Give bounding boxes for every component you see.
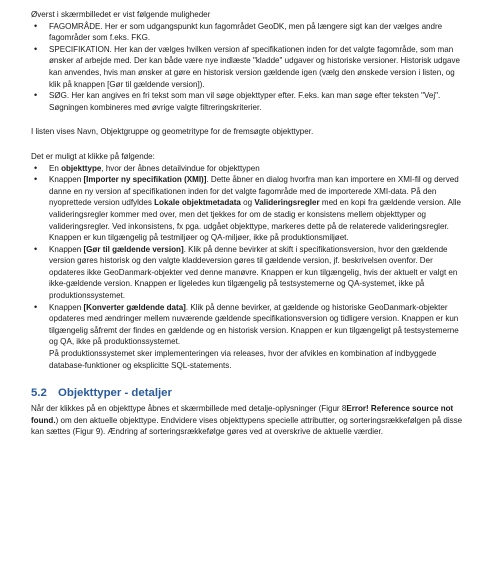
section-body: Når der klikkes på en objekttype åbnes et skærmbillede med detalje-oplysninger (Figur 8Error! Reference source not found.) om den aktuelle objekttype. Endvidere vises objekttypens specielle attributter, og sorteringsrækkefølgen på disse kan sættes (Figur 9). Ændring af sorteringsrækkefølge gøres ved at overskrive de aktuelle værdier.: [31, 404, 463, 437]
section-title: Objekttyper - detaljer: [58, 387, 172, 400]
valideringsregler-term: Valideringsregler: [254, 198, 320, 208]
click-item-konverter: • Knappen [Konverter gældende data]. Klik på denne bevirker, at gældende og historiske GeoDanmark-objekter opdateres med ændringer mellem nuværende gældende specifikationsversion og tidligere version. Knappen er kun tilgængelig såfremt der findes en gældende og en historisk version. Knappen er kun tilgængeligt på testsystemerne og QA, ikke på produktionssystemet.: [31, 302, 465, 348]
click-item-import: • Knappen [Importer ny specifikation (XMI)]. Dette åbner en dialog hvorfra man kan importere en XMI-fil og derved danne en ny version af specifikationen inden for det valgte fagområde med de importerede XMI-data. På den nyoprettede version udfyldes Lokale objektmetadata og Valideringsregler med en kopi fra gældende version. Alle valideringsregler kommer med over, men det tjekkes for om de stadig er konsistens mellem objekttyper og valideringsregler. Ved inkonsistens, fx pga. udgået objekttype, markeres dette på de relaterede valideringsregler. Knappen er kun tilgængelig på testmiljøer og QA-miljøer, ikke på produktionsmiljøet.: [31, 174, 465, 244]
click-intro-paragraph: Det er muligt at klikke på følgende:: [31, 151, 155, 161]
click-item-objekttype: • En objekttype, hvor der åbnes detailvindue for objekttypen: [31, 163, 465, 175]
click-item-goer: • Knappen [Gør til gældende version]. Klik på denne bevirker at skift i specifikationsversion, hvor den gældende version gøres historisk og den valgte kladdeversion gøres til gældende version, jf. beskrivelsen ovenfor. Der opdateres ikke GeoDanmark-objekter ved denne manøvre. Knappen er kun tilgængelig, hvis der aktuelt er valgt en ikke-gældende version. Knappen er ligeledes kun tilgængelig på testsystemerne og QA-systemet, ikke på produktionssystemet.: [31, 244, 465, 302]
goer-button-label: [Gør til gældende version]: [83, 244, 184, 254]
section-number: 5.2: [31, 387, 47, 400]
option-fagomraade: • FAGOMRÅDE. Her er som udgangspunkt kun fagområdet GeoDK, men på længere sigt kan der vælges andre fagområder som f.eks. FKG.: [31, 21, 465, 44]
objekttype-term: objekttype: [61, 163, 102, 173]
import-button-label: [Importer ny specifikation (XMI)]: [83, 175, 207, 185]
konverter-button-label: [Konverter gældende data]: [83, 302, 186, 312]
option-soeg: • SØG. Her kan angives en fri tekst som man vil søge objekttyper efter. F.eks. kan man søge efter teksten "Vej". Søgningen kombineres med øvrige valgte filtreringskriterier.: [31, 90, 465, 113]
options-list: [31, 21, 465, 114]
list-note-paragraph: I listen vises Navn, Objektgruppe og geometritype for de fremsøgte objekttyper.: [31, 127, 314, 137]
section-heading: [31, 386, 465, 400]
click-items-list: [31, 163, 465, 349]
reference-error: Error! Reference source not found.: [31, 404, 454, 425]
lokale-objektmetadata-term: Lokale objektmetadata: [154, 198, 241, 208]
option-specifikation: • SPECIFIKATION. Her kan der vælges hvilken version af specifikationen inden for det valgte fagområde, som man ønsker af arbejde med. Der kan både være nye indlæste "kladde" udgaver og historiske versioner. Historisk udgave kan anvendes, hvis man ønsker at gøre en historisk version gældende igen (vælg den ønskede version i listen, og klik på knappen [Gør til gældende version]).: [31, 44, 465, 90]
konverter-extra-paragraph: På produktionssystemet sker implementeringen via releases, hvor der afvikles en kombination af indbyggede database-funktioner og eksplicitte SQL-statements.: [49, 349, 437, 370]
intro-paragraph: Øverst i skærmbilledet er vist følgende muligheder: [31, 10, 211, 19]
